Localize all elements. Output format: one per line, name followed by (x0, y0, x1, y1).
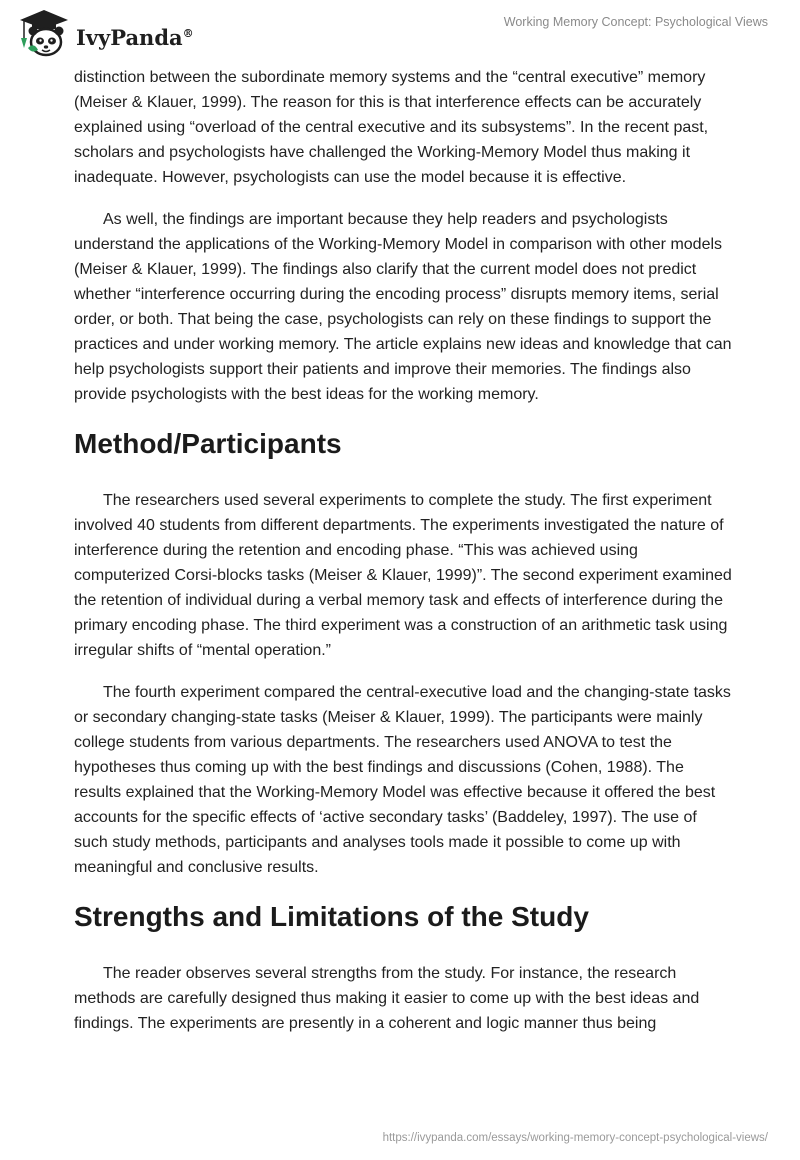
section-heading-method: Method/Participants (74, 428, 342, 459)
paragraph: As well, the findings are important because they help readers and psychologists understand the applications of the Working-Memory Model in comparison with other models (Meiser & Klauer, 1999). The findings also clarify that the current model does not predict whether “interference occurring during the encoding process” disrupts memory items, serial order, or both. That being the case, psychologists can rely on these findings to support the practices and under working memory. The article explains new ideas and knowledge that can help psychologists support their patients and improve their memories. The findings also provide psychologists with the best ideas for the working memory. (74, 211, 732, 403)
source-url[interactable]: https://ivypanda.com/essays/working-memory-concept-psychological-views/ (382, 1132, 768, 1144)
paragraph: The reader observes several strengths from the study. For instance, the research methods are carefully designed thus making it easier to come up with the best ideas and findings. The experiments are presently in a coherent and logic manner thus being (74, 965, 700, 1032)
paragraph: distinction between the subordinate memory systems and the “central executive” memory (Meiser & Klauer, 1999). The reason for this is that interference effects can be accurately explained using “overload of the central executive and its subsystems”. In the recent past, scholars and psychologists have challenged the Working-Memory Model thus making it inadequate. However, psychologists can use the model because it is effective. (74, 69, 709, 186)
page-header (0, 0, 800, 70)
ivypanda-logo[interactable] (16, 8, 194, 60)
section-heading-strengths: Strengths and Limitations of the Study (74, 901, 589, 932)
panda-graduate-icon (16, 8, 72, 60)
article-body (74, 65, 734, 1053)
paragraph: The fourth experiment compared the central-executive load and the changing-state tasks or secondary changing-state tasks (Meiser & Klauer, 1999). The participants were mainly college students from various departments. The researchers used ANOVA to test the hypotheses thus coming up with the best findings and discussions (Cohen, 1988). The results explained that the Working-Memory Model was effective because it offered the best accounts for the specific effects of ‘active secondary tasks’ (Baddeley, 1997). The use of such study methods, participants and analyses tools made it possible to come up with meaningful and conclusive results. (74, 684, 731, 876)
paragraph: The researchers used several experiments to complete the study. The first experiment involved 40 students from different departments. The experiments investigated the nature of interference during the retention and encoding phase. “This was achieved using computerized Corsi-blocks tasks (Meiser & Klauer, 1999)”. The second experiment examined the retention of individual during a verbal memory task and effects of interference during the primary encoding phase. The third experiment was a construction of an arithmetic task using irregular shifts of “mental operation.” (74, 492, 732, 659)
document-title: Working Memory Concept: Psychological Views (503, 15, 768, 29)
brand-name: IvyPanda® (76, 24, 194, 50)
